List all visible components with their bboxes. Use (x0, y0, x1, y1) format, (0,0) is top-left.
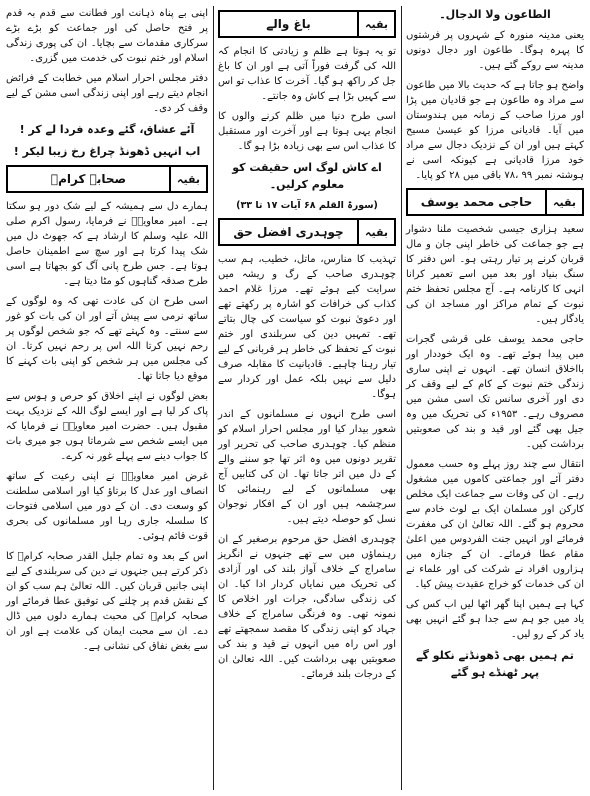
column-divider (213, 6, 214, 790)
column-divider (401, 6, 402, 790)
paragraph: اسی طرح دنیا میں ظلم کرنے والوں کا انجام یہی ہوتا ہے اور آخرت اور مستقبل کا عذاب اس سے بھی زیادہ بڑا ہو گا۔ (218, 111, 396, 152)
section-tag: بقیہ (169, 167, 206, 191)
paragraph: تہذیب کا منارس، ماتل، خطیب، ہم سب چوہدری صاحب کے رگ و ریشہ میں سرایت کیے ہوئے تھے۔ مرزا غلام احمد کذاب کی خرافات کو اشارہ پر رکھتے تھے اور دعویٰ نبوت کو سیاست کی چال بتاتے تھے۔ تمہیں دین کی سربلندی اور ختم نبوت کے تحفظ کی خاطر ہر قربانی کے لیے تیار رہنا چاہیے۔ قادیانیت کا مقابلہ صرف دلیل سے نہیں بلکہ عمل اور کردار سے ہوگا۔ (218, 254, 396, 400)
paragraph: تو یہ ہوتا ہے ظلم و زیادتی کا انجام کہ اللہ کی گرفت فوراً آتی ہے اور ان کا باغ جل کر راکھ ہو گیا۔ آخرت کا عذاب تو اس سے کہیں بڑا ہے کاش وہ جانتے۔ (218, 46, 396, 102)
closing-line: اے کاش لوگ اس حقیقت کو معلوم کرلیں۔ (232, 161, 382, 191)
quran-reference: (سورۃ القلم ۶۸ آیات ۱۷ تا ۳۳) (236, 200, 378, 211)
section-tag: بقیہ (357, 12, 394, 36)
paragraph: حاجی محمد یوسف علی قرشی گجرات میں پیدا ہوئے تھے۔ وہ ایک خوددار اور بااخلاق انسان تھے۔ انہوں نے اپنی ساری زندگی ختم نبوت کے کام کے لیے وقف کر دی اور آخری سانس تک اسی مشن میں مصروف رہے۔ ۱۹۵۳ء کی تحریک میں وہ جیل بھی گئے اور قید و بند کی صعوبتیں برداشت کیں۔ (406, 334, 584, 450)
section-title: صحابہ کرامؓ (50, 172, 127, 186)
section-tag: بقیہ (357, 220, 394, 244)
section-header-afzal-haq (218, 218, 396, 246)
paragraph: اسی طرح انہوں نے مسلمانوں کے اندر شعور بیدار کیا اور مجلس احرار اسلام کو منظم کیا۔ چوہدری صاحب کی تحریر اور تقریر دونوں میں وہ اثر تھا جو سننے والے کے دل میں اتر جاتا تھا۔ ان کی کتابیں آج بھی مسلمانوں کے لیے رہنمائی کا سرچشمہ ہیں اور ان کے افکار نوجوان نسل کو حوصلہ دیتے ہیں۔ (218, 409, 396, 525)
paragraph: اپنی بے پناہ ذہانت اور فطانت سے قدم بہ قدم پر فتح حاصل کی اور جماعت کو بڑے بڑے سرکاری مقدمات سے بچایا۔ ان کی پوری زندگی اسلام اور ختم نبوت کی خدمت میں گزری۔ (6, 8, 208, 64)
paragraph: ہمارے دل سے ہمیشہ کے لیے شک دور ہو سکتا ہے۔ امیر معاویہؓ نے فرمایا، رسول اکرم صلی اللہ علیہ وسلم کا ارشاد ہے کہ جھوٹ دل میں شک پیدا کرتا ہے اور سچ سے اطمینان حاصل ہوتا ہے۔ جس طرح پانی آگ کو بجھاتا ہے اسی طرح صدقہ گناہوں کو مٹا دیتا ہے۔ (6, 201, 208, 287)
section-title: چوہدری افضل حق (233, 225, 344, 239)
column-right (406, 6, 584, 790)
paragraph: سعید ہزاری جیسی شخصیت ملنا دشوار ہے جو جماعت کی خاطر اپنی جان و مال قربان کرنے پر تیار رہتی ہو۔ اس دفتر کا سنگ بنیاد اور بعد میں اسے تعمیر کرانا انہی کا کارنامہ ہے۔ آج مجلس تحفظ ختم نبوت کے تمام مراکز اور مساجد ان کی یادگار ہیں۔ (406, 224, 584, 325)
paragraph: اس کے بعد وہ تمام جلیل القدر صحابہ کرامؓ کا ذکر کرتے ہیں جنہوں نے دین کی سربلندی کے لیے اپنی جانیں قربان کیں۔ اللہ تعالیٰ ہم سب کو ان کے نقش قدم پر چلنے کی توفیق عطا فرمائے اور صحابہ کرامؓ کی محبت ہمارے دلوں میں ڈال دے۔ ان سے محبت ایمان کی علامت ہے اور ان سے بغض نفاق کی نشانی ہے۔ (6, 551, 208, 652)
paragraph: یعنی مدینہ منورہ کے شہروں پر فرشتوں کا پہرہ ہوگا۔ طاعون اور دجال دونوں مدینہ سے روکے گئے ہیں۔ (406, 30, 584, 71)
paragraph: کہا ہے ہمیں اپنا گھر اٹھا لیں اب کس کی یاد میں جو ہم سے جدا ہو گئے انہیں بھی یاد کر کے رو لیں۔ (406, 599, 584, 640)
section-header-sahaba (6, 165, 208, 193)
paragraph: غرض امیر معاویہؓ نے اپنی رعیت کے ساتھ انصاف اور عدل کا برتاؤ کیا اور اسلامی سلطنت کو وسعت دی۔ ان کے دور میں اسلامی فتوحات کا سلسلہ جاری رہا اور مسلمانوں کی بحری قوت قائم ہوئی۔ (6, 471, 208, 542)
column-middle (218, 6, 396, 790)
column-heading: الطاعون ولا الدجال۔ (439, 8, 551, 21)
section-title: حاجی محمد یوسف (420, 195, 533, 209)
column-left (6, 6, 208, 790)
section-title: باغ والے (266, 17, 311, 31)
paragraph: واضح ہو جاتا ہے کہ حدیث بالا میں طاعون سے مراد وہ طاعون ہے جو قادیان میں پڑا اور مرزا صاحب کے زمانہ میں ہندوستان میں آیا۔ قادیانی مرزا کو عیسیٰ مسیح کہتے ہیں اور ان کے نزدیک دجال سے مراد خود مرزا قادیانی ہے کیونکہ اسی نے ہوشتہ نمبر ۹۹ ،۷۸ باقی میں ۲۸ کو پایا۔ (406, 80, 584, 181)
paragraph: چوہدری افضل حق مرحوم برصغیر کے ان رہنماؤں میں سے تھے جنہوں نے انگریز سامراج کے خلاف آواز بلند کی اور آزادی کی تحریک میں نمایاں کردار ادا کیا۔ ان کی زندگی سادگی، جرات اور اخلاص کا نمونہ تھی۔ وہ فرنگی سامراج کے خلاف جہاد کو اپنی زندگی کا مقصد سمجھتے تھے اور اس راہ میں انہوں نے قید و بند کی صعوبتیں بھی برداشت کیں۔ اللہ تعالیٰ ان کے درجات بلند فرمائے۔ (218, 534, 396, 680)
verse: آئے عشاق، گئے وعدہ فردا لے کر ! (19, 123, 195, 136)
section-header-bagh-walay (218, 10, 396, 38)
paragraph: بعض لوگوں نے اپنے اخلاق کو حرص و ہوس سے پاک کر لیا ہے اور ایسے لوگ اللہ کے نزدیک بہت مقبول ہیں۔ حضرت امیر معاویہؓ نے فرمایا کہ میں ایسے شخص سے شرماتا ہوں جو میری بات کا جواب دینے سے پہلے غور نہ کرے۔ (6, 391, 208, 462)
verse: تم ہمیں بھی ڈھونڈتے نکلو گے پہر ٹھنڈے ہو گئے (416, 649, 574, 679)
paragraph: اسی طرح ان کی عادت تھی کہ وہ لوگوں کے ساتھ نرمی سے پیش آتے اور ان کی بات کو غور سے سنتے۔ وہ کہتے تھے کہ جو شخص لوگوں پر رحم نہیں کرتا اللہ اس پر رحم نہیں کرتا۔ ان کی مجلس میں ہر شخص کو اپنی بات کہنے کا موقع دیا جاتا تھا۔ (6, 296, 208, 382)
section-header-haji-yusuf (406, 188, 584, 216)
paragraph: دفتر مجلس احرار اسلام میں خطابت کے فرائض انجام دیتے رہے اور اپنی زندگی اسی مشن کے لیے وقف کر دی۔ (6, 73, 208, 114)
paragraph: انتقال سے چند روز پہلے وہ حسب معمول دفتر آئے اور جماعتی کاموں میں مشغول رہے۔ ان کی وفات سے جماعت ایک مخلص کارکن اور مسلمان ایک بے لوث خادم سے محروم ہو گئے۔ اللہ تعالیٰ ان کی مغفرت فرمائے اور انہیں جنت الفردوس میں اعلیٰ مقام عطا فرمائے۔ ان کے جنازہ میں ہزاروں افراد نے شرکت کی اور علماء نے ان کی خدمات کو خراج عقیدت پیش کیا۔ (406, 459, 584, 590)
section-tag: بقیہ (545, 190, 582, 214)
verse: اب انہیں ڈھونڈ چراغ رخ زیبا لیکر ! (13, 145, 201, 158)
